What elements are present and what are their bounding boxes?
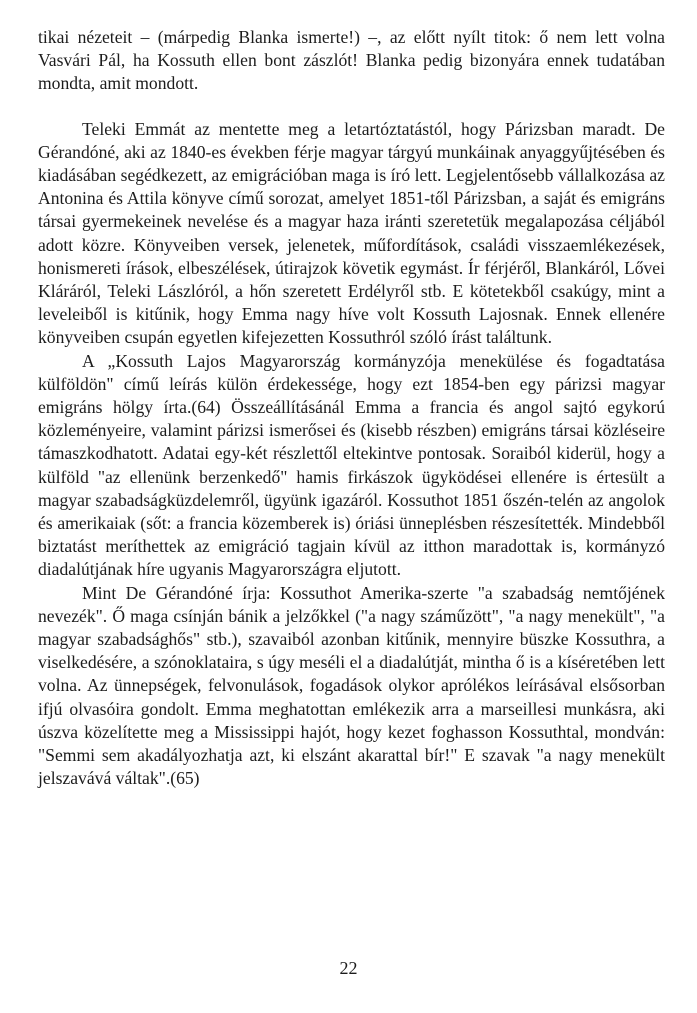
paragraph: A „Kossuth Lajos Magyarország kormányzója menekülése és fogadtatása külföldön" című leírás külön érdekessége, hogy ezt 1854-ben egy párizsi magyar emigráns hölgy írta.(64) Összeállításánál Emma a francia és angol sajtó egykorú közleményeire, valamint párizsi ismerősei és (kisebb részben) emigráns társai közléseire támaszkodhatott. Adatai egy-két részlettől eltekintve pontosak. Soraiból kiderül, hogy a külföld "az ellenünk berzenkedő" hamis firkászok ügyködései ellenére is értesült a magyar szabadságküzdelemről, ügyünk igazáról. Kossuthot 1851 őszén-telén az angolok és amerikaiak (sőt: a francia közemberek is) óriási ünneplésben részesítették. Mindebből biztatást meríthettek az emigráció tagjain kívül az itthon maradottak is, kormányzó diadalútjának híre ugyanis Magyarországra eljutott. [38,350,665,580]
paragraph: Teleki Emmát az mentette meg a letartóztatástól, hogy Párizsban maradt. De Gérandóné, aki az 1840-es években férje magyar tárgyú munkáinak anyaggyűjtésében és kiadásában segédkezett, az emigrációban maga is író lett. Legjelentősebb vállalkozása az Antonina és Attila könyve című sorozat, amelyet 1851-től Párizsban, a saját és emigráns társai gyermekeinek nevelése és a magyar haza iránti szeretetük megalapozása céljából adott közre. Könyveiben versek, jelenetek, műfordítások, családi visszaemlékezések, honismereti írások, elbeszélések, útirajzok követik egymást. Ír férjéről, Blankáról, Lővei Kláráról, Teleki Lászlóról, a hőn szeretett Erdélyről stb. E kötetekből csakúgy, mint a leveleiből is kitűnik, hogy Emma nagy híve volt Kossuth Lajosnak. Ennek ellenére könyveiben csupán egyetlen kifejezetten Kossuthról szóló írást találtunk. [38,118,665,348]
page-body [38,26,665,791]
paragraph: Mint De Gérandóné írja: Kossuthot Amerika-szerte "a szabadság nemtőjének nevezék". Ő maga csínján bánik a jelzőkkel ("a nagy száműzött", "a nagy menekült", "a magyar szabadsághős" stb.), szavaiból azonban kitűnik, mennyire büszke Kossuthra, a viselkedésére, a szónoklataira, s úgy meséli el a diadalútját, mintha ő is a kíséretében lett volna. Az ünnepségek, felvonulások, fogadások olykor aprólékos leírásával elsősorban ifjú olvasóira gondolt. Emma meghatottan emlékezik arra a marseillesi munkásra, aki úszva közelítette meg a Mississippi hajót, hogy kezet foghasson Kossuthtal, mondván: "Semmi sem akadályozhatja azt, ki elszánt akarattal bír!" E szavak "a nagy menekült jelszavává váltak".(65) [38,582,665,789]
paragraph-gap [38,96,665,118]
page-number: 22 [339,958,358,978]
paragraph-continued: tikai nézeteit – (márpedig Blanka ismerte!) –, az előtt nyílt titok: ő nem lett volna Vasvári Pál, ha Kossuth ellen bont zászlót! Blanka pedig bizonyára ennek tudatában mondta, amit mondott. [38,27,665,94]
